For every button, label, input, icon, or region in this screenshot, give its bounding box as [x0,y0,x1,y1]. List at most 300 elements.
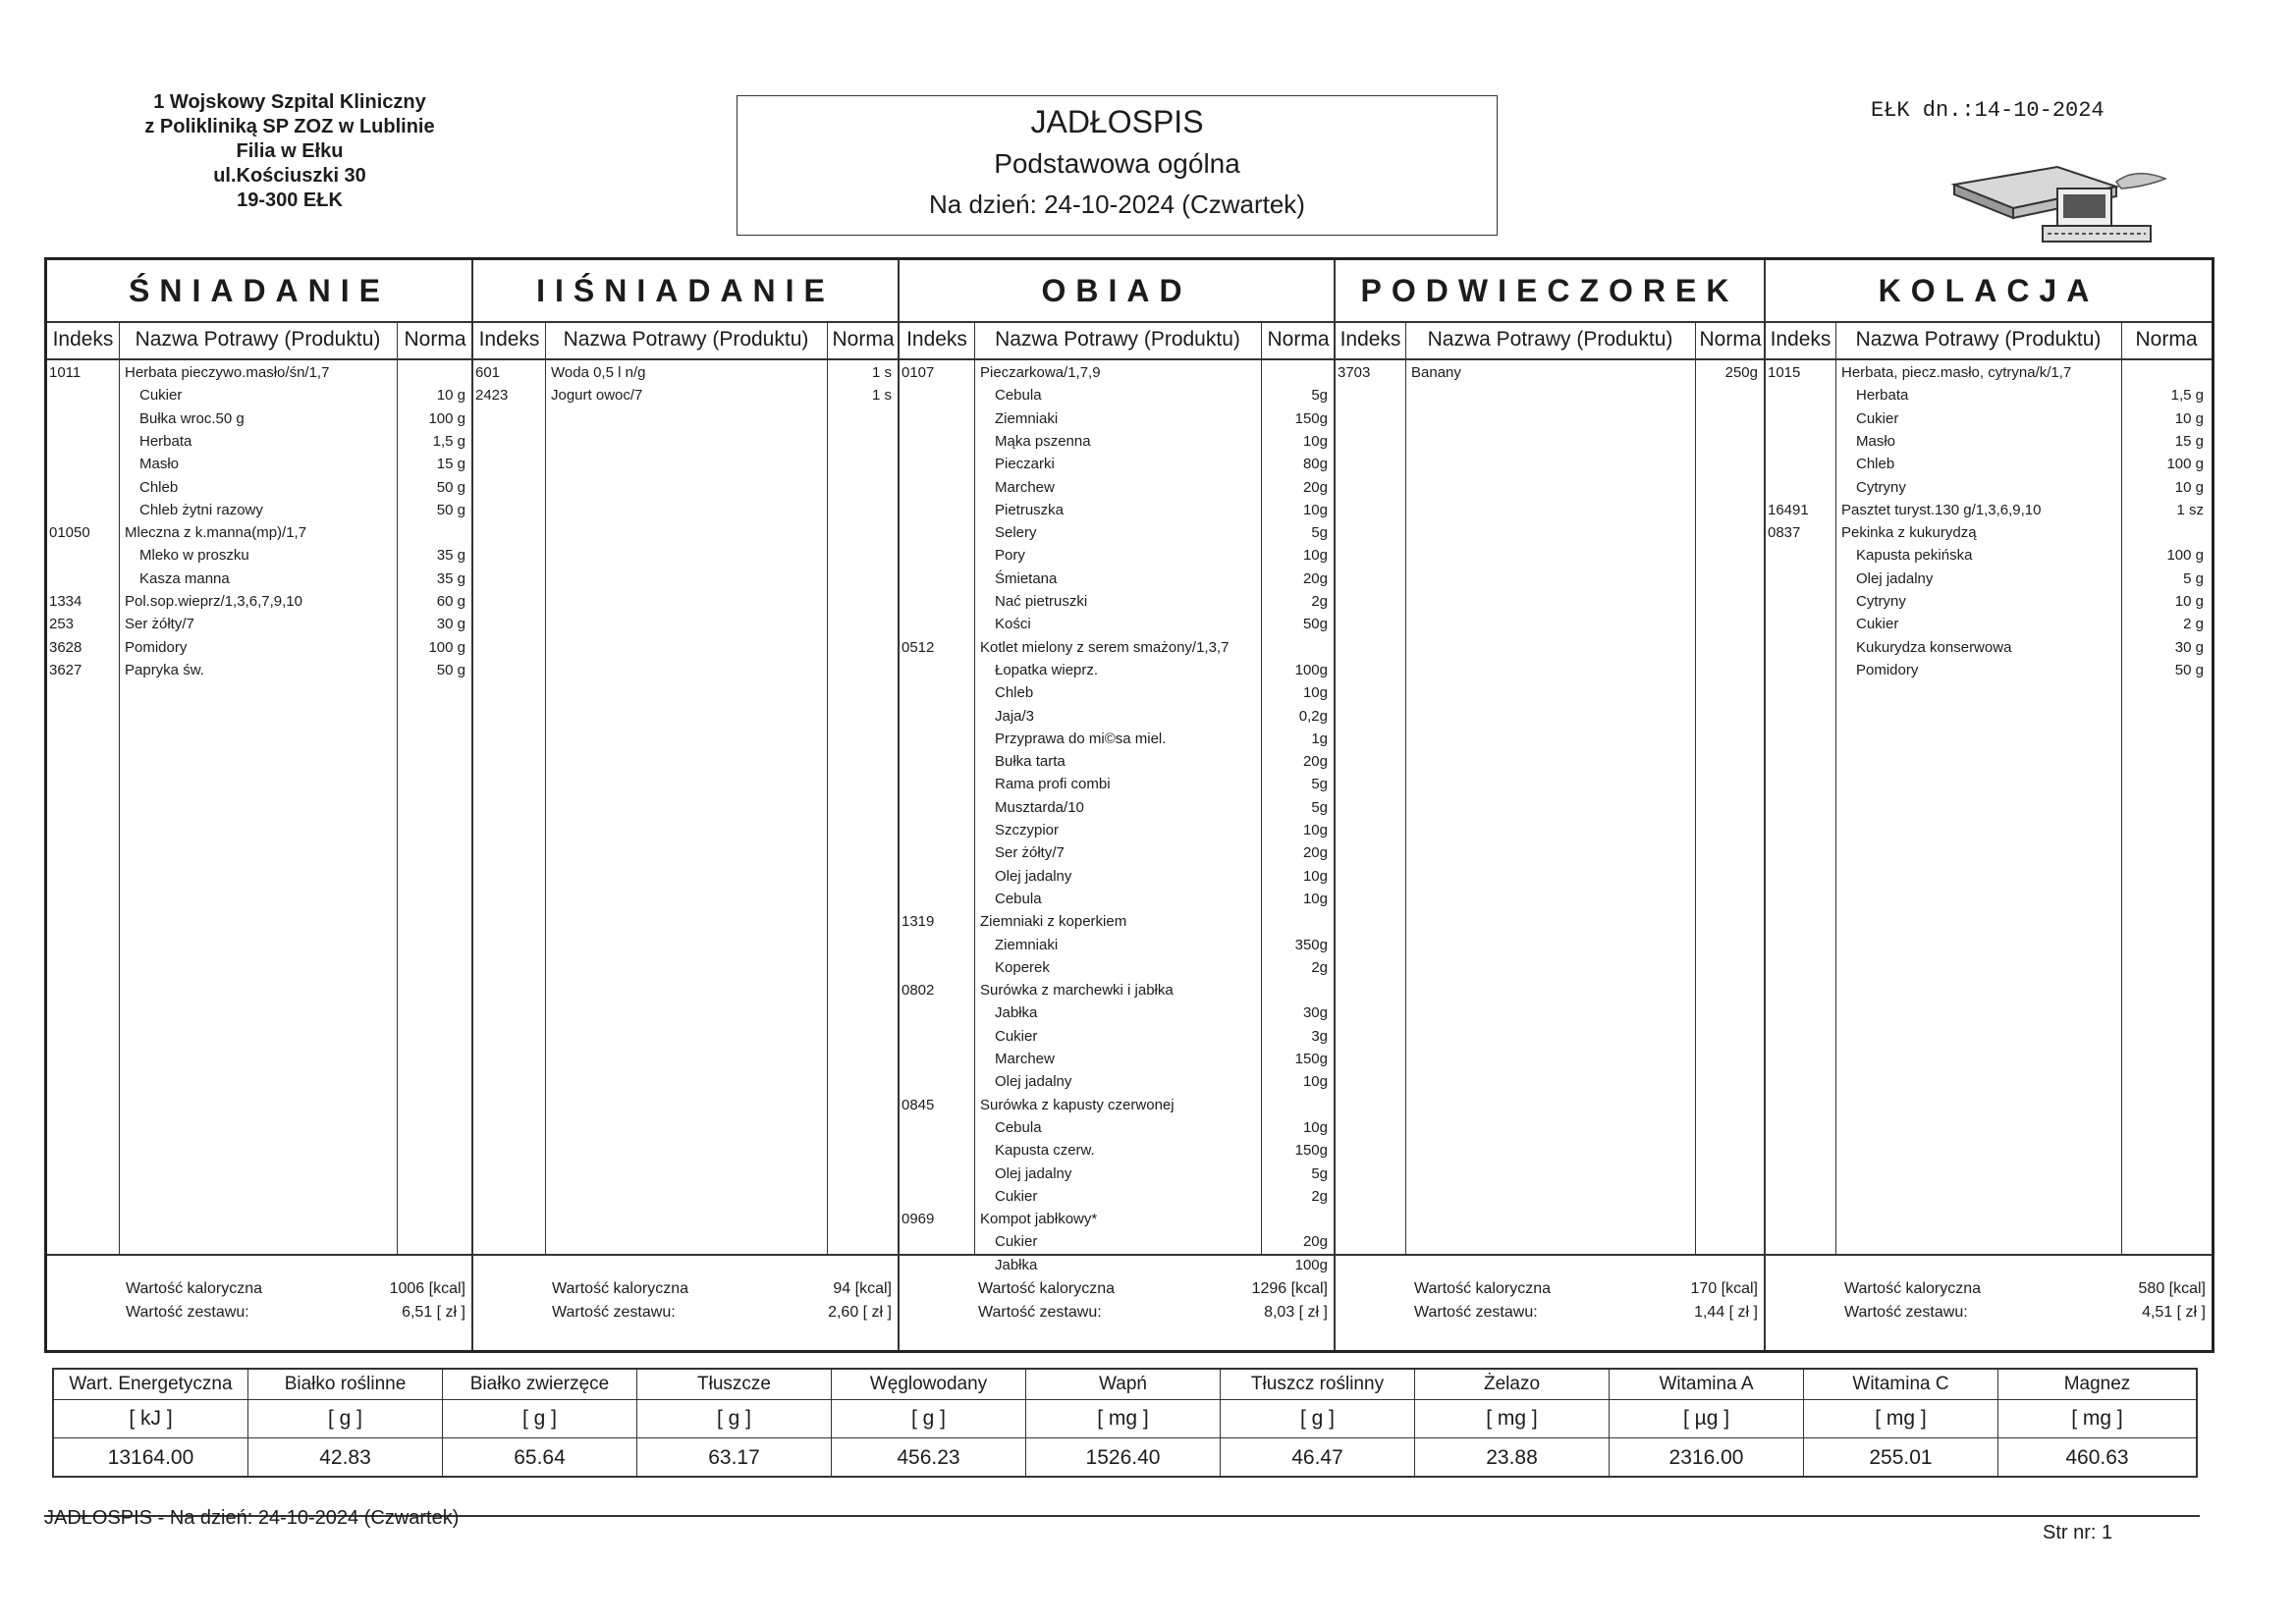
header-norm: Norma [1699,328,1762,351]
header-name: Nazwa Potrawy (Produktu) [1427,328,1673,351]
item-name: Marchew [995,478,1055,496]
item-norm: 10g [1302,432,1328,450]
item-name: Pasztet turyst.130 g/1,3,6,9,10 [1841,501,2042,518]
table-row [900,1209,1334,1230]
item-name: Olej jadalny [995,867,1072,885]
nutrient-column [248,1370,443,1476]
table-row [47,614,471,635]
table-row [900,1095,1334,1116]
table-row [900,774,1334,795]
item-index: 0512 [902,638,935,656]
header-name: Nazwa Potrawy (Produktu) [1855,328,2102,351]
item-name: Koperek [995,958,1050,976]
item-norm: 30g [1302,1004,1328,1022]
item-name: Masło [1856,432,1896,450]
nutrition-table [52,1368,2198,1478]
item-norm: 2 g [2183,616,2204,633]
meal-title: ŚNIADANIE [47,260,471,323]
table-row [900,889,1334,910]
total-cost-value: 1,44 [ zł ] [1694,1304,1758,1321]
item-name: Mleczna z k.manna(mp)/1,7 [125,524,307,542]
item-norm: 10 g [436,387,465,405]
item-norm: 5g [1311,524,1328,542]
nutrient-label: Białko roślinne [248,1370,442,1400]
item-norm: 50 g [436,661,465,678]
item-name: Cukier [1856,616,1899,633]
header-name: Nazwa Potrawy (Produktu) [135,328,381,351]
item-index: 0802 [902,982,935,1000]
nutrient-unit: [ g ] [443,1400,636,1438]
nutrient-label: Żelazo [1415,1370,1609,1400]
item-name: Mąka pszenna [995,432,1091,450]
nutrient-value: 2316.00 [1668,1446,1744,1469]
total-kcal-row [900,1277,1334,1301]
item-name: Cytryny [1856,478,1906,496]
page-title: JADŁOSPIS [1030,104,1204,139]
item-name: Pietruszka [995,501,1065,518]
table-row [47,431,471,453]
hospital-line: Filia w Ełku [236,140,344,162]
item-norm: 5g [1311,387,1328,405]
nutrient-label: Węglowodany [832,1370,1025,1400]
nutrient-value: 46.47 [1291,1446,1343,1469]
nutrient-label: Magnez [1998,1370,2196,1400]
item-index: 1011 [49,364,82,381]
table-row [1766,660,2212,681]
table-row [900,1140,1334,1162]
issue-date: EŁK dn.:14-10-2024 [1871,98,2105,123]
table-row [47,408,471,430]
table-row [900,1117,1334,1139]
item-norm: 20g [1302,844,1328,862]
header-index: Indeks [478,328,540,351]
item-norm: 20g [1302,753,1328,771]
diet-name: Podstawowa ogólna [994,148,1240,179]
table-row [900,522,1334,544]
nutrient-column [1610,1370,1804,1476]
total-kcal-row [47,1277,471,1301]
nutrient-column [1026,1370,1221,1476]
total-cost-value: 8,03 [ zł ] [1264,1304,1328,1321]
item-name: Kapusta pekińska [1856,547,1973,565]
item-name: Surówka z kapusty czerwonej [980,1096,1175,1113]
total-kcal-row [1336,1277,1764,1301]
item-name: Jogurt owoc/7 [551,387,643,405]
table-row [900,911,1334,933]
item-norm: 1,5 g [2170,387,2204,405]
nutrient-column [637,1370,832,1476]
table-row [1766,637,2212,659]
item-name: Herbata [139,432,192,450]
item-name: Olej jadalny [995,1164,1072,1182]
item-name: Jabłka [995,1256,1038,1273]
nutrient-column [1998,1370,2196,1476]
nutrient-column [832,1370,1026,1476]
item-norm: 50 g [436,478,465,496]
table-row [900,1049,1334,1070]
nutrient-unit: [ g ] [637,1400,831,1438]
table-row [1766,522,2212,544]
item-name: Woda 0,5 l n/g [551,364,646,381]
item-index: 16491 [1768,501,1809,518]
item-index: 0837 [1768,524,1801,542]
table-row [900,477,1334,499]
item-name: Cebula [995,387,1042,405]
nutrient-column [1221,1370,1415,1476]
item-index: 1015 [1768,364,1801,381]
item-name: Pomidory [125,638,188,656]
hospital-line: z Polikliniką SP ZOZ w Lublinie [144,116,435,137]
nutrient-unit: [ g ] [832,1400,1025,1438]
meal-title: PODWIECZOREK [1336,260,1764,323]
column-header-row [900,321,1334,360]
item-index: 0107 [902,364,935,381]
table-row [900,935,1334,956]
total-cost-row [1766,1301,2212,1325]
item-norm: 5g [1311,776,1328,793]
table-row [47,385,471,406]
nutrient-unit: [ kJ ] [54,1400,247,1438]
nutrient-value: 255.01 [1869,1446,1933,1469]
item-norm: 250g [1724,364,1758,381]
header-index: Indeks [906,328,967,351]
item-name: Ziemniaki z koperkiem [980,913,1127,931]
table-row [47,477,471,499]
nutrient-column [1415,1370,1610,1476]
table-row [473,385,898,406]
meal-totals [1766,1254,2212,1352]
meal-title: KOLACJA [1766,260,2212,323]
table-row [900,637,1334,659]
table-row [47,660,471,681]
item-norm: 60 g [436,593,465,610]
meal-items [1766,362,2212,1246]
nutrient-unit: [ g ] [248,1400,442,1438]
item-name: Śmietana [995,569,1058,587]
nutrient-label: Tłuszcze [637,1370,831,1400]
column-header-row [47,321,471,360]
total-kcal-value: 1006 [kcal] [389,1280,465,1297]
item-norm: 10g [1302,867,1328,885]
total-cost-value: 6,51 [ zł ] [402,1304,465,1321]
item-norm: 20g [1302,478,1328,496]
item-norm: 100 g [2166,547,2204,565]
item-name: Cukier [995,1027,1038,1045]
item-name: Ser żółty/7 [125,616,194,633]
header-norm: Norma [404,328,466,351]
item-index: 3628 [49,638,82,656]
total-kcal-label: Wartość kaloryczna [552,1280,688,1297]
item-name: Pol.sop.wieprz/1,3,6,7,9,10 [125,593,302,610]
total-kcal-row [1766,1277,2212,1301]
table-row [1766,385,2212,406]
computer-book-logo [1949,157,2175,250]
hospital-line: 19-300 EŁK [237,189,343,211]
item-name: Pekinka z kukurydzą [1841,524,1977,542]
nutrient-label: Tłuszcz roślinny [1221,1370,1414,1400]
table-row [473,362,898,384]
nutrient-column [54,1370,248,1476]
meal-column [47,260,473,1350]
item-norm: 150g [1294,409,1328,427]
total-cost-label: Wartość zestawu: [552,1304,676,1321]
table-row [900,1071,1334,1093]
table-row [1766,477,2212,499]
meal-totals [47,1254,471,1352]
item-name: Cukier [995,1187,1038,1205]
meal-items [47,362,471,1246]
item-name: Kości [995,616,1031,633]
item-norm: 5 g [2183,569,2204,587]
nutrient-unit: [ g ] [1221,1400,1414,1438]
total-cost-label: Wartość zestawu: [978,1304,1102,1321]
total-cost-label: Wartość zestawu: [1844,1304,1968,1321]
nutrient-value: 1526.40 [1085,1446,1161,1469]
item-name: Chleb [139,478,179,496]
header-norm: Norma [2135,328,2198,351]
item-name: Ziemniaki [995,409,1059,427]
item-norm: 2g [1311,1187,1328,1205]
item-norm: 5g [1311,798,1328,816]
table-row [47,362,471,384]
item-norm: 10g [1302,890,1328,907]
item-name: Mleko w proszku [139,547,249,565]
table-row [47,545,471,567]
item-norm: 30 g [2174,638,2204,656]
table-row [1766,500,2212,521]
table-row [1766,431,2212,453]
meal-column [900,260,1336,1350]
item-name: Marchew [995,1051,1055,1067]
item-norm: 1 s [871,364,892,381]
item-name: Olej jadalny [995,1073,1072,1091]
header-norm: Norma [1267,328,1330,351]
table-row [900,591,1334,613]
item-norm: 50g [1302,616,1328,633]
total-kcal-value: 94 [kcal] [833,1280,892,1297]
nutrient-label: Białko zwierzęce [443,1370,636,1400]
item-norm: 80g [1302,456,1328,473]
nutrient-unit: [ mg ] [1804,1400,1997,1438]
item-name: Jaja/3 [995,707,1035,725]
table-row [900,500,1334,521]
item-name: Selery [995,524,1037,542]
menu-title-box [737,95,1498,236]
table-row [1766,408,2212,430]
item-name: Olej jadalny [1856,569,1934,587]
table-row [1336,362,1764,384]
item-name: Herbata pieczywo.masło/śn/1,7 [125,364,330,381]
table-row [1766,591,2212,613]
total-cost-row [47,1301,471,1325]
meal-column [1336,260,1766,1350]
item-norm: 100g [1294,1256,1328,1273]
item-name: Bułka tarta [995,753,1066,771]
item-name: Cukier [1856,409,1899,427]
item-name: Łopatka wieprz. [995,661,1099,678]
item-norm: 10g [1302,547,1328,565]
item-norm: 20g [1302,1233,1328,1251]
item-name: Nać pietruszki [995,593,1088,610]
item-norm: 50 g [2174,661,2204,678]
nutrient-value: 456.23 [897,1446,960,1469]
item-name: Chleb żytni razowy [139,501,263,518]
meal-totals [1336,1254,1764,1352]
item-index: 0845 [902,1096,935,1113]
item-index: 1319 [902,913,935,931]
table-row [900,1026,1334,1048]
item-index: 0969 [902,1211,935,1228]
total-cost-row [1336,1301,1764,1325]
table-row [47,591,471,613]
item-name: Cukier [139,387,183,405]
table-row [900,820,1334,841]
meal-items [1336,362,1764,1246]
table-row [900,614,1334,635]
table-row [900,729,1334,750]
total-cost-value: 2,60 [ zł ] [828,1304,892,1321]
item-name: Herbata [1856,387,1909,405]
total-kcal-label: Wartość kaloryczna [1844,1280,1981,1297]
table-row [1766,362,2212,384]
meal-items [473,362,898,1246]
item-norm: 1 sz [2176,501,2204,518]
item-index: 253 [49,616,75,633]
nutrient-value: 42.83 [319,1446,371,1469]
table-row [900,408,1334,430]
item-name: Kukurydza konserwowa [1856,638,2012,656]
item-norm: 10 g [2174,478,2204,496]
table-row [1766,614,2212,635]
item-name: Pieczarki [995,456,1055,473]
item-norm: 150g [1294,1142,1328,1160]
item-norm: 30 g [436,616,465,633]
item-index: 1334 [49,593,82,610]
nutrient-unit: [ mg ] [1998,1400,2196,1438]
page-number: Str nr: 1 [2043,1522,2113,1543]
hospital-address [88,90,491,213]
nutrient-value: 65.64 [514,1446,566,1469]
item-norm: 35 g [436,569,465,587]
item-norm: 100 g [428,409,465,427]
table-row [900,980,1334,1001]
total-cost-row [473,1301,898,1325]
total-cost-label: Wartość zestawu: [1414,1304,1538,1321]
nutrient-unit: [ mg ] [1026,1400,1220,1438]
item-norm: 10g [1302,1073,1328,1091]
table-row [900,706,1334,728]
item-index: 3703 [1338,364,1371,381]
item-name: Kasza manna [139,569,230,587]
meal-totals [473,1254,898,1352]
total-kcal-value: 1296 [kcal] [1251,1280,1328,1297]
nutrient-label: Witamina C [1804,1370,1997,1400]
item-index: 601 [475,364,501,381]
header-index: Indeks [1770,328,1831,351]
item-norm: 10g [1302,501,1328,518]
table-row [900,842,1334,864]
item-norm: 2g [1311,958,1328,976]
table-row [900,660,1334,681]
item-name: Cebula [995,890,1042,907]
item-norm: 35 g [436,547,465,565]
item-norm: 10g [1302,684,1328,702]
item-norm: 100 g [2166,456,2204,473]
table-row [900,1186,1334,1208]
item-name: Masło [139,456,180,473]
item-name: Ziemniaki [995,936,1059,953]
item-norm: 1g [1311,730,1328,747]
item-norm: 10g [1302,822,1328,839]
total-kcal-label: Wartość kaloryczna [978,1280,1115,1297]
item-name: Kapusta czerw. [995,1142,1095,1160]
item-index: 3627 [49,661,82,678]
header-name: Nazwa Potrawy (Produktu) [995,328,1240,351]
item-name: Papryka św. [125,661,204,678]
column-header-row [1336,321,1764,360]
item-norm: 15 g [2174,432,2204,450]
item-name: Pomidory [1856,661,1919,678]
item-norm: 1,5 g [432,432,465,450]
item-name: Surówka z marchewki i jabłka [980,982,1174,1000]
table-row [1766,568,2212,590]
item-norm: 20g [1302,569,1328,587]
item-norm: 15 g [436,456,465,473]
column-header-row [1766,321,2212,360]
item-name: Chleb [1856,456,1895,473]
nutrient-value: 63.17 [708,1446,760,1469]
table-row [47,454,471,475]
item-norm: 350g [1294,936,1328,953]
column-header-row [473,321,898,360]
table-row [900,751,1334,773]
table-row [900,957,1334,979]
total-kcal-value: 580 [kcal] [2138,1280,2206,1297]
table-row [1766,454,2212,475]
total-kcal-value: 170 [kcal] [1690,1280,1758,1297]
nutrient-column [443,1370,637,1476]
nutrient-label: Witamina A [1610,1370,1803,1400]
item-name: Ser żółty/7 [995,844,1065,862]
table-row [900,568,1334,590]
meal-items [900,362,1334,1273]
item-name: Bułka wroc.50 g [139,409,245,427]
header-index: Indeks [52,328,114,351]
table-row [900,1163,1334,1185]
nutrient-value: 13164.00 [107,1446,194,1469]
table-row [47,522,471,544]
nutrient-label: Wart. Energetyczna [54,1370,247,1400]
nutrient-unit: [ µg ] [1610,1400,1803,1438]
item-index: 2423 [475,387,509,405]
item-name: Chleb [995,684,1034,702]
total-kcal-label: Wartość kaloryczna [1414,1280,1551,1297]
table-row [900,362,1334,384]
table-row [900,866,1334,888]
item-norm: 10g [1302,1118,1328,1136]
table-row [47,500,471,521]
item-name: Szczypior [995,822,1060,839]
item-name: Rama profi combi [995,776,1111,793]
total-cost-value: 4,51 [ zł ] [2142,1304,2206,1321]
item-norm: 150g [1294,1051,1328,1067]
item-name: Kompot jabłkowy* [980,1211,1098,1228]
menu-date: Na dzień: 24-10-2024 (Czwartek) [929,189,1305,219]
item-norm: 10 g [2174,593,2204,610]
item-norm: 1 s [871,387,892,405]
item-norm: 100 g [428,638,465,656]
header-name: Nazwa Potrawy (Produktu) [563,328,809,351]
